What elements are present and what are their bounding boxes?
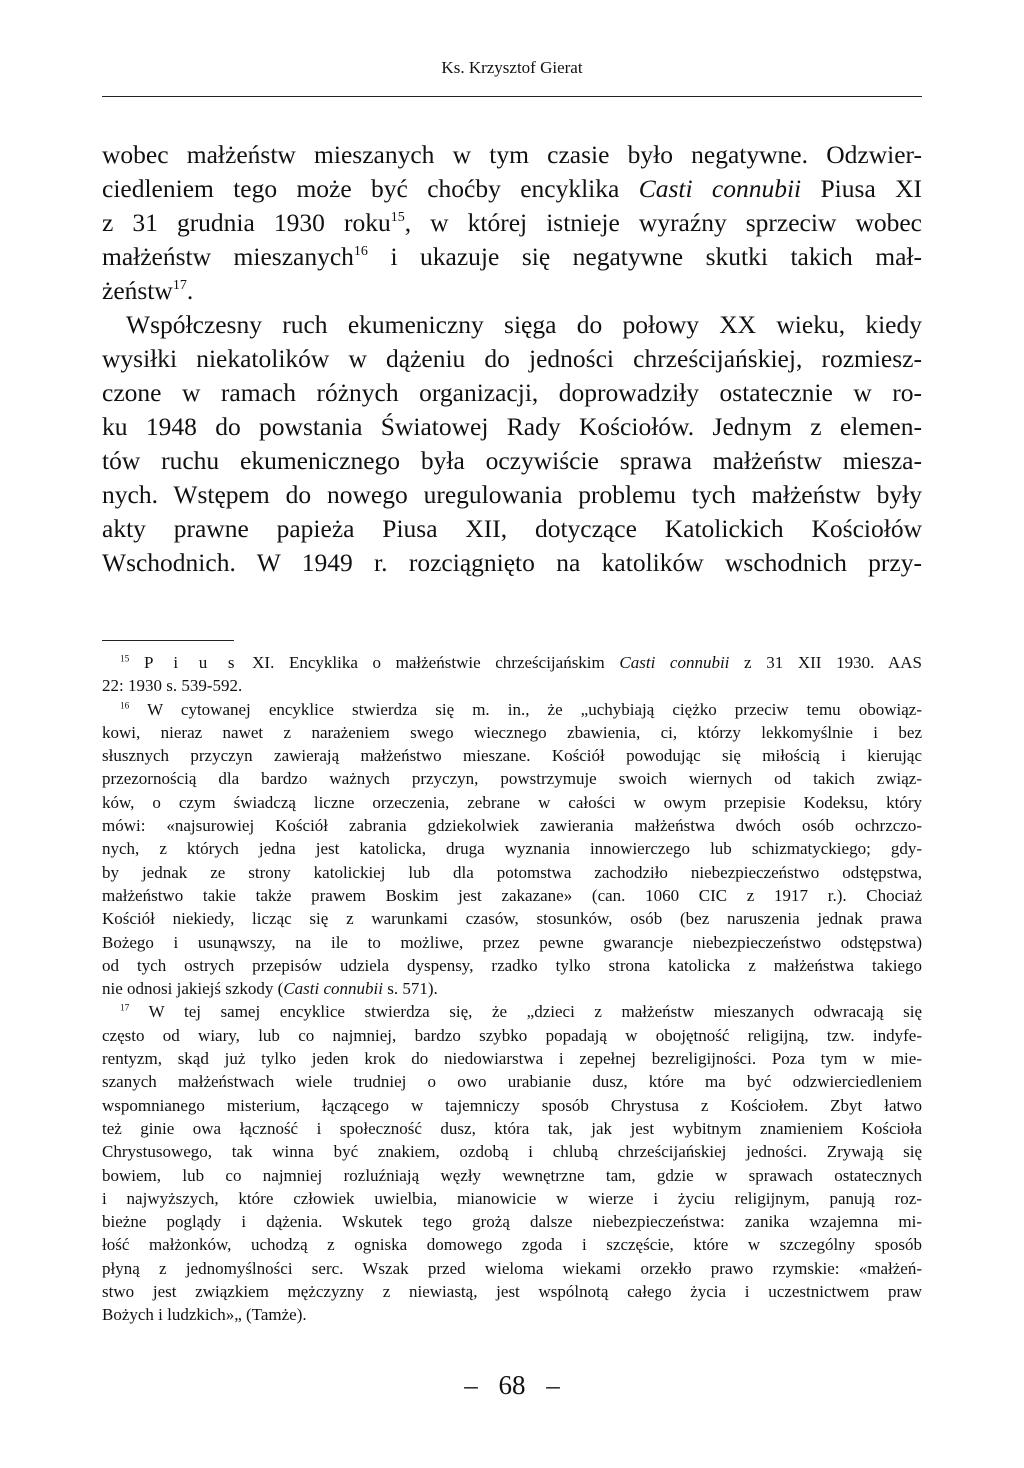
main-text — [102, 138, 922, 580]
footnote-line: by jednak ze strony katolickiej lub dla potomstwa zachodziło niebezpieczeństwo odstępstwa, — [102, 862, 922, 882]
footnote-line: płyną z jednomyślności serc. Wszak przed wieloma wiekami orzekło prawo rzymskie: «małżeń- — [102, 1258, 922, 1278]
footnote-number: 15 — [120, 654, 130, 665]
footnote-ref-15: 15 — [390, 210, 405, 226]
footnote-line: bieżne poglądy i dążenia. Wskutek tego grożą dalsze niebezpieczeństwa: zanika wzajemna mi- — [102, 1212, 922, 1232]
footnote-separator — [102, 640, 234, 641]
footnote-ref-17: 17 — [172, 278, 187, 294]
footnote-line: Chrystusowego, tak winna być znakiem, ozdobą i chlubą chrześcijańskiej jedności. Zrywają się — [102, 1142, 922, 1162]
text-line: z 31 grudnia 1930 roku$^{15}$, w której istnieje wyraźny sprzeciw wobec — [102, 208, 922, 237]
footnote-line: bowiem, lub co najmniej rozluźniają węzły wewnętrzne tam, gdzie w sprawach ostatecznych — [102, 1165, 922, 1185]
footnote-line: przezornością dla bardzo ważnych przyczyn, powstrzymuje swoich wiernych od takich związ- — [102, 769, 922, 789]
paragraph-1 — [102, 138, 922, 308]
footnote-line: wspomnianego misterium, łączącego w tajemniczy sposób Chrystusa z Kościołem. Zbyt łatwo — [102, 1095, 922, 1115]
footnote-16 — [102, 698, 922, 1001]
footnote-ref-16: 16 — [353, 244, 368, 260]
footnote-number: 16 — [120, 701, 130, 712]
footnotes — [102, 651, 922, 1327]
footnote-line: słusznych przyczyn zawierają małżeństwo mieszane. Kościół powodując się miłością i kierując — [102, 746, 922, 766]
text-line: ciedleniem tego może być choćby encyklika Casti connubii Piusa XI — [102, 174, 923, 203]
footnote-line: $^{17}$ W tej samej encyklice stwierdza się, że „dzieci z małżeństw mieszanych odwracają się — [120, 1002, 922, 1022]
text-line: małżeństw mieszanych$^{16}$ i ukazuje się negatywne skutki takich mał- — [102, 242, 922, 271]
footnote-line: szanych małżeństwach wiele trudniej o owo urabianie dusz, które ma być odzwierciedleniem — [102, 1072, 922, 1092]
footnote-line: od tych ostrych przepisów udziela dyspensy, rzadko tylko strona katolicka z małżeństwa takiego — [102, 955, 922, 975]
paragraph-2 — [102, 308, 922, 580]
encyclical-title: Casti connubii — [638, 174, 802, 203]
text-line: wysiłki niekatolików w dążeniu do jedności chrześcijańskiej, rozmiesz- — [102, 344, 922, 373]
footnote-line: Kościół niekiedy, licząc się z warunkami czasów, stosunków, osób (bez naruszenia jednak prawa — [102, 909, 922, 929]
footnote-line: $^{16}$ W cytowanej encyklice stwierdza się m. in., że „uchybiają ciężko przeciw temu obowiąz- — [120, 699, 922, 719]
footnote-line: kowi, nieraz nawet z narażeniem swego wiecznego zbawienia, ci, którzy lekkomyślnie i bez — [102, 722, 922, 742]
text-line: nych. Wstępem do nowego uregulowania problemu tych małżeństw były — [102, 480, 922, 509]
text-line: żeństw$^{17}$. — [102, 276, 194, 305]
footnote-line: nych, z których jedna jest katolicka, druga wyznania innowierczego lub schizmatyckiego; gdy- — [102, 839, 922, 859]
footnote-line: i najwyższych, które człowiek uwielbia, mianowicie w wierze i życiu religijnym, panują roz- — [102, 1188, 922, 1208]
footnote-line: nie odnosi jakiejś szkody (Casti connubii s. 571). — [102, 979, 438, 999]
footnote-line: często od wiary, lub co najmniej, bardzo szybko popadają w obojętność religijną, tzw. indyfe- — [102, 1025, 922, 1045]
text-line: Współczesny ruch ekumeniczny sięga do połowy XX wieku, kiedy — [126, 310, 922, 339]
text-line: czone w ramach różnych organizacji, doprowadziły ostatecznie w ro- — [102, 378, 922, 407]
page-number: – 68 – — [464, 1370, 560, 1400]
footnote-line: rentyzm, skąd już tylko jeden krok do niedowiarstwa i zepełnej bezreligijności. Poza tym w mie- — [102, 1049, 922, 1069]
text-line: Wschodnich. W 1949 r. rozciągnięto na katolików wschodnich przy- — [102, 548, 922, 577]
footnote-line: łość małżonków, uchodzą z ogniska domowego zgoda i szczęście, które w szczególny sposób — [102, 1235, 922, 1255]
footnote-line: też ginie owa łączność i społeczność dusz, która tak, jak jest wybitnym znamieniem Kościoła — [102, 1118, 922, 1138]
footnote-line: małżeństwo takie także prawem Boskim jest zakazane» (can. 1060 CIC z 1917 r.). Chociaż — [102, 885, 922, 905]
footnote-line: Bożych i ludzkich»„ (Tamże). — [102, 1305, 307, 1325]
header-rule — [102, 96, 922, 97]
footnote-line: ków, o czym świadczą liczne orzeczenia, zebrane w całości w owym przepisie Kodeksu, który — [102, 792, 922, 812]
text-line: tów ruchu ekumenicznego była oczywiście sprawa małżeństw miesza- — [102, 446, 922, 475]
text-line: ku 1948 do powstania Światowej Rady Kościołów. Jednym z elemen- — [102, 412, 922, 441]
footnote-line: mówi: «najsurowiej Kościół zabrania gdziekolwiek zawierania małżeństwa dwóch osób ochrzczo- — [102, 816, 922, 836]
footnote-17 — [102, 1000, 922, 1326]
text-line: akty prawne papieża Piusa XII, dotyczące Katolickich Kościołów — [102, 514, 922, 543]
running-head: Ks. Krzysztof Gierat — [441, 58, 583, 77]
footnote-line: stwo jest związkiem mężczyzny z niewiastą, jest wspólnotą całego życia i uczestnictwem praw — [102, 1282, 922, 1302]
footnote-number: 17 — [120, 1003, 130, 1014]
footnote-author: P i u s — [143, 653, 238, 672]
footnote-line: $^{15}$ P i u s XI. Encyklika o małżeństwie chrześcijańskim Casti connubii z 31 XII 1930. AAS — [120, 653, 923, 672]
footnote-line: 22: 1930 s. 539-592. — [102, 676, 243, 696]
footnote-line: Bożego i usunąwszy, na ile to możliwe, przez pewne gwarancje niebezpieczeństwo odstępstwa) — [102, 932, 922, 952]
text-line: wobec małżeństw mieszanych w tym czasie było negatywne. Odzwier- — [102, 140, 922, 169]
footnote-15 — [102, 651, 922, 698]
